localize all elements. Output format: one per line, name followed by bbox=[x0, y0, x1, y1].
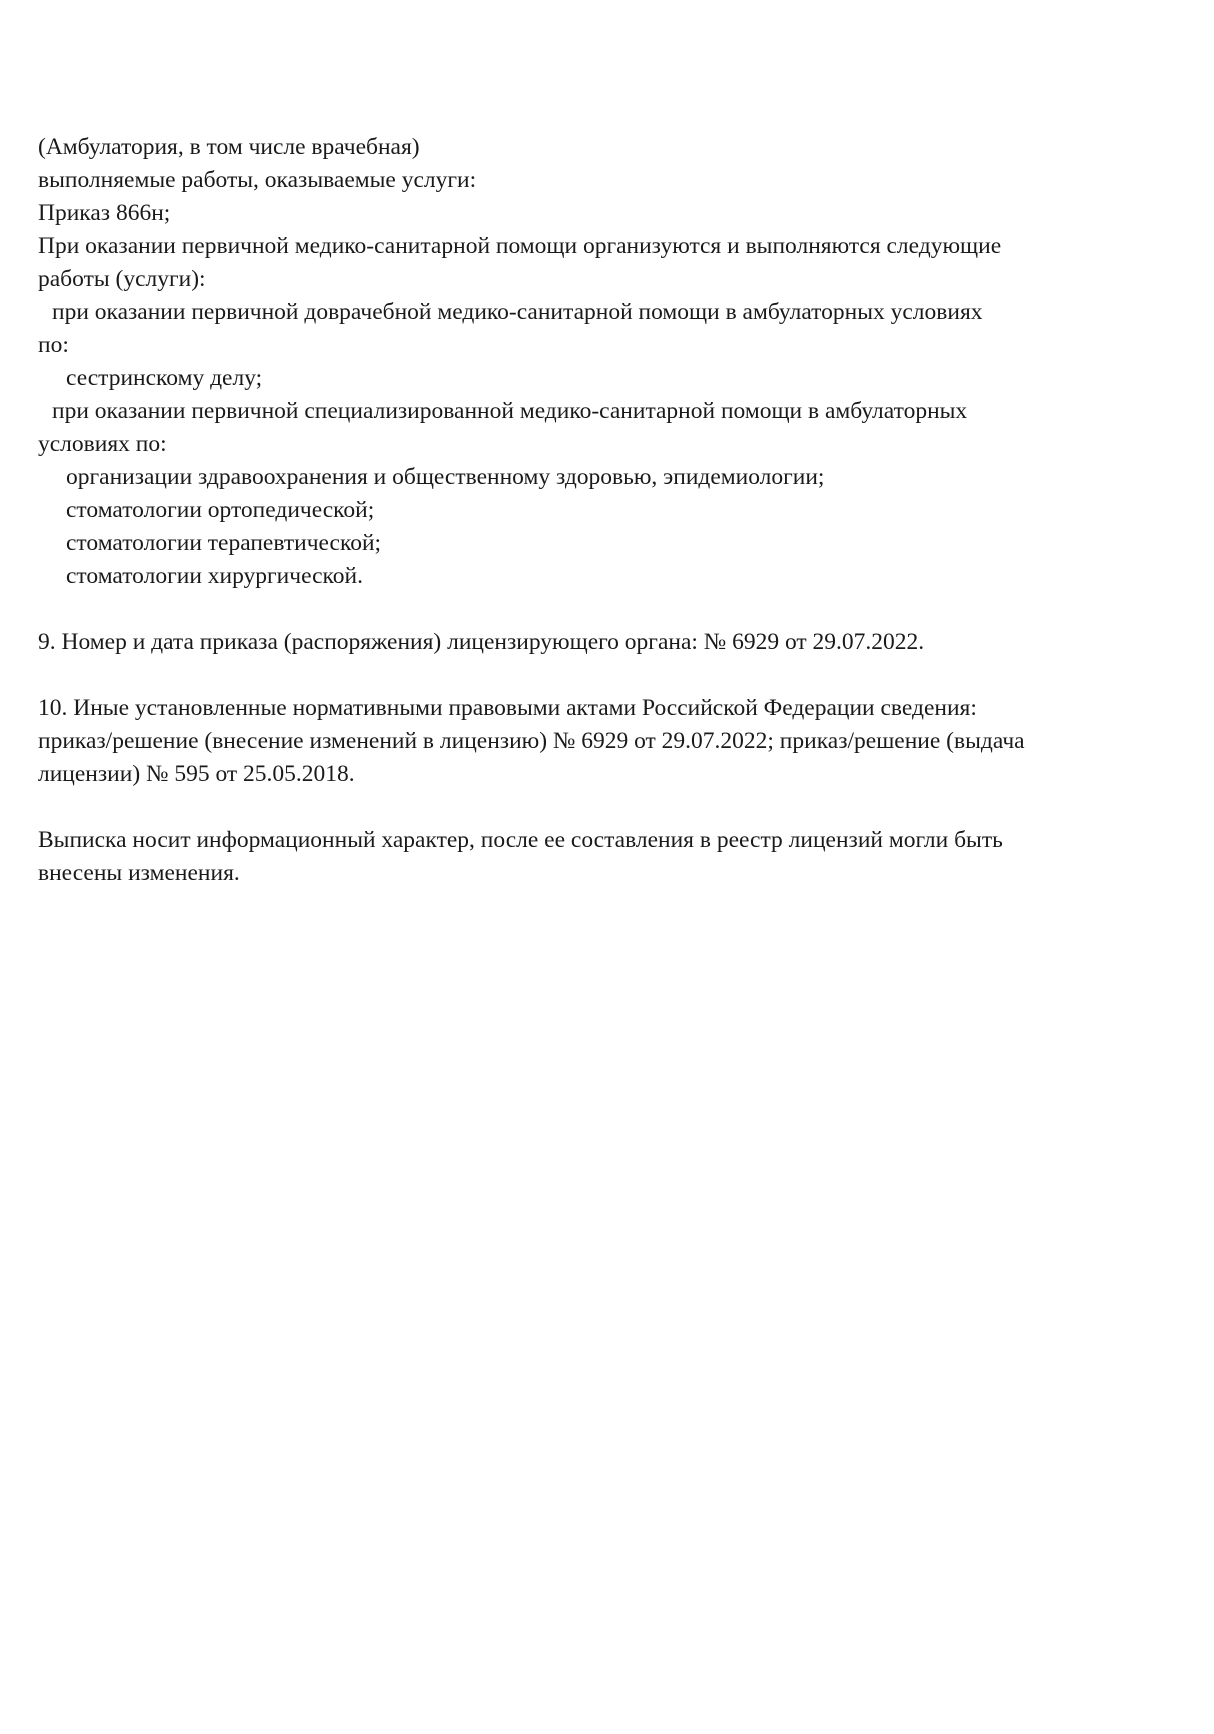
document-body bbox=[38, 131, 1188, 890]
paragraph-gap bbox=[38, 659, 1188, 692]
doc-line: (Амбулатория, в том числе врачебная) bbox=[38, 134, 420, 160]
paragraph-gap bbox=[38, 791, 1188, 824]
doc-line: условиях по: bbox=[38, 431, 167, 457]
section-10-line: 10. Иные установленные нормативными правовыми актами Российской Федерации сведения: bbox=[38, 695, 977, 721]
doc-line: работы (услуги): bbox=[38, 266, 206, 292]
doc-line: Приказ 866н; bbox=[38, 200, 171, 226]
doc-line: стоматологии хирургической. bbox=[66, 563, 363, 589]
section-10-line: лицензии) № 595 от 25.05.2018. bbox=[38, 761, 355, 787]
doc-line: организации здравоохранения и общественному здоровью, эпидемиологии; bbox=[66, 464, 825, 490]
paragraph-gap bbox=[38, 593, 1188, 626]
doc-line: стоматологии ортопедической; bbox=[66, 497, 375, 523]
doc-line: по: bbox=[38, 332, 69, 358]
doc-line: стоматологии терапевтической; bbox=[66, 530, 382, 556]
doc-line: выполняемые работы, оказываемые услуги: bbox=[38, 167, 477, 193]
doc-line: сестринскому делу; bbox=[66, 365, 263, 391]
disclaimer-line: внесены изменения. bbox=[38, 860, 240, 886]
doc-line: при оказании первичной доврачебной медико-санитарной помощи в амбулаторных условиях bbox=[52, 299, 983, 325]
doc-line: при оказании первичной специализированной медико-санитарной помощи в амбулаторных bbox=[52, 398, 968, 424]
section-9-line: 9. Номер и дата приказа (распоряжения) лицензирующего органа: № 6929 от 29.07.2022. bbox=[38, 629, 925, 655]
disclaimer-line: Выписка носит информационный характер, после ее составления в реестр лицензий могли быть bbox=[38, 827, 1003, 853]
doc-line: При оказании первичной медико-санитарной помощи организуются и выполняются следующие bbox=[38, 233, 1002, 259]
section-10-line: приказ/решение (внесение изменений в лицензию) № 6929 от 29.07.2022; приказ/решение (выдача bbox=[38, 728, 1025, 754]
